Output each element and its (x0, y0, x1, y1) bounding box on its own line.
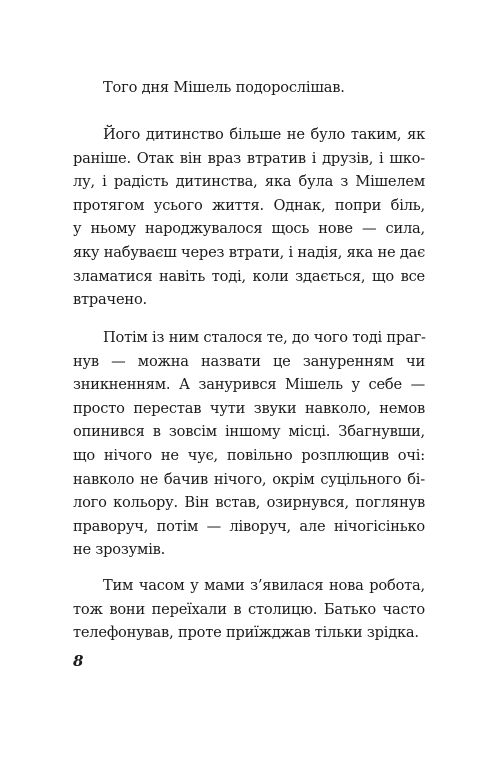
paragraph-line: тож вони переїхали в столицю. Батько часто (73, 600, 425, 618)
page-number: 8 (73, 652, 84, 670)
paragraph-line: у ньому народжувалося щось нове — сила, (73, 220, 425, 238)
paragraph-line: Того дня Мішель подорослішав. (103, 79, 345, 96)
paragraph-line: телефонував, проте приїжджав тільки зрідка. (73, 624, 419, 642)
paragraph-line: Потім із ним сталося те, до чого тоді праг- (103, 329, 426, 346)
paragraph-2 (73, 123, 425, 312)
paragraph-line: праворуч, потім — ліворуч, але нічогісінько (73, 517, 425, 535)
paragraph-line: нув — можна назвати це зануренням чи (73, 352, 425, 370)
paragraph-line: лу, і радість дитинства, яка була з Мішелем (73, 173, 425, 191)
paragraph-3 (73, 326, 425, 562)
paragraph-line: зламатися навіть тоді, коли здається, що все (73, 267, 425, 285)
paragraph-line: зникненням. А занурився Мішель у себе — (73, 376, 425, 394)
paragraph-line: навколо не бачив нічого, окрім суцільного бі- (73, 470, 425, 488)
paragraph-line: раніше. Отак він враз втратив і друзів, і шко- (73, 149, 425, 167)
paragraph-line: що нічого не чує, повільно розплющив очі: (73, 446, 425, 464)
paragraph-line: яку набуваєш через втрати, і надія, яка не дає (73, 243, 426, 261)
paragraph-line: просто перестав чути звуки навколо, немов (73, 399, 425, 417)
paragraph-1 (73, 76, 425, 100)
paragraph-line: протягом усього життя. Однак, попри біль, (73, 196, 425, 214)
paragraph-line: втрачено. (73, 291, 147, 309)
paragraph-line: Його дитинство більше не було таким, як (103, 126, 425, 143)
paragraph-line: опинився в зовсім іншому місці. Збагнувши, (73, 423, 425, 441)
paragraph-line: Тим часом у мами з’явилася нова робота, (103, 577, 425, 594)
paragraph-4 (73, 574, 425, 645)
paragraph-line: не зрозумів. (73, 541, 166, 559)
paragraph-line: лого кольору. Він встав, озирнувся, поглянув (73, 494, 425, 512)
